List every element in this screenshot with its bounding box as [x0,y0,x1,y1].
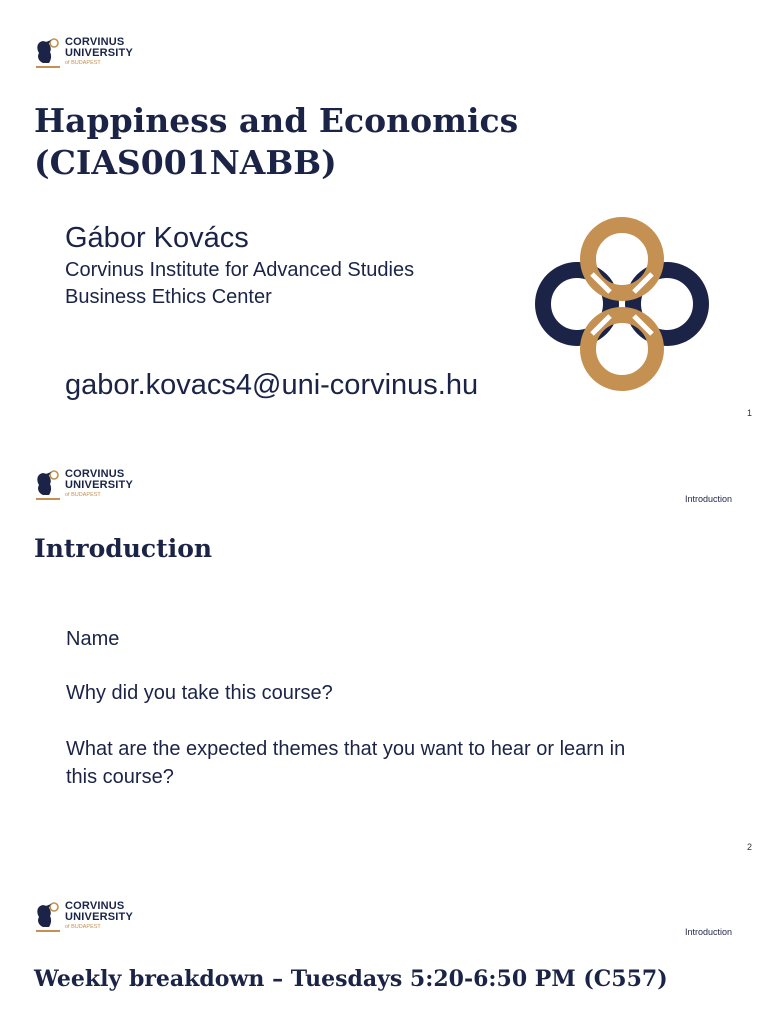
logo-text-university: UNIVERSITY [65,911,134,923]
section-label: Introduction [684,494,732,504]
affiliation-line-2: Business Ethics Center [65,286,272,308]
raven-logo-icon [34,37,62,70]
slide-title [34,100,518,184]
page-number: 2 [746,842,752,852]
title-line-2: (CIAS001NABB) [34,143,337,182]
email-address: gabor.kovacs4@uni-corvinus.hu [65,369,479,401]
raven-logo-icon [34,901,62,934]
logo-text-budapest: of BUDAPEST [65,492,101,498]
interlocking-rings-icon [530,212,714,396]
list-item-themes-line-2: this course? [66,766,174,788]
logo-text-budapest: of BUDAPEST [65,924,101,930]
presenter-name: Gábor Kovács [65,222,249,254]
university-logo [34,469,133,502]
logo-text-corvinus: CORVINUS [65,900,125,912]
university-logo [34,37,133,70]
slide-2 [0,432,768,864]
title-line-1: Happiness and Economics [34,101,519,140]
logo-text-corvinus: CORVINUS [65,36,125,48]
list-item-themes [66,735,625,791]
section-label: Introduction [684,927,732,937]
raven-logo-icon [34,469,62,502]
list-item-why-course: Why did you take this course? [66,682,333,704]
logo-text-budapest: of BUDAPEST [65,60,101,66]
logo-text-university: UNIVERSITY [65,479,134,491]
list-item-name: Name [66,628,120,650]
list-item-themes-line-1: What are the expected themes that you want to hear or learn in [66,738,626,760]
page-number: 1 [746,408,752,418]
university-logo [34,901,133,934]
slide-title: Weekly breakdown – Tuesdays 5:20-6:50 PM (C557) [34,966,668,992]
affiliation-line-1: Corvinus Institute for Advanced Studies [65,259,415,281]
slide-title: Introduction [34,534,213,563]
logo-text-corvinus: CORVINUS [65,468,125,480]
logo-text-university: UNIVERSITY [65,47,134,59]
slide-1 [0,0,768,432]
slide-3 [0,864,768,1024]
